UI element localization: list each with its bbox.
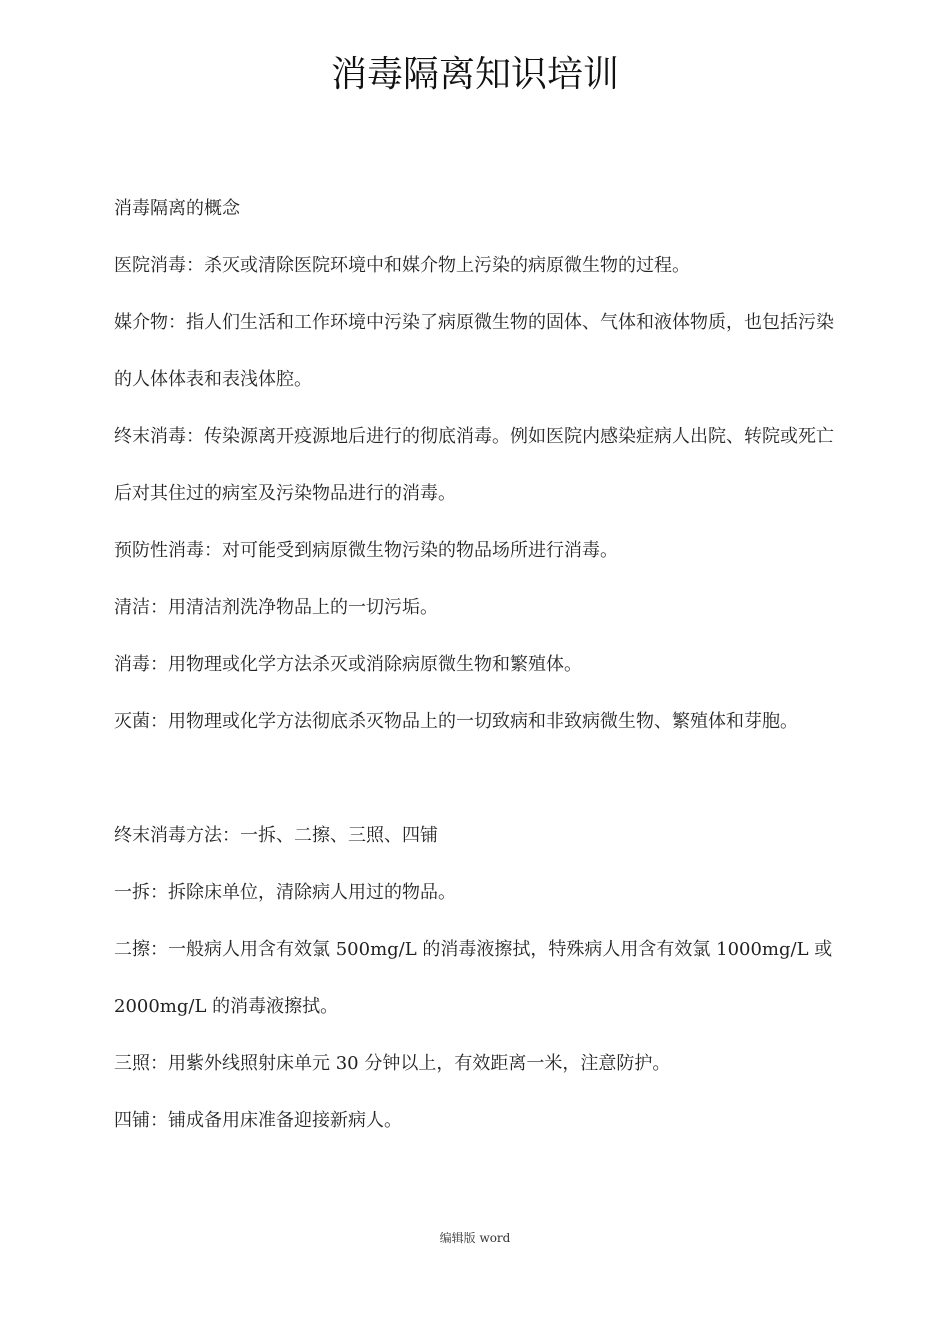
document-title: 消毒隔离知识培训 [330,54,619,95]
page-footer: 编辑版 word [439,1231,511,1245]
paragraph-step-irradiate: 三照：用紫外线照射床单元 30 分钟以上，有效距离一米，注意防护。 [114,1053,671,1074]
paragraph-step-remove: 一拆：拆除床单位，清除病人用过的物品。 [114,882,456,903]
document-body [114,180,842,1149]
section-heading-concepts: 消毒隔离的概念 [114,198,240,219]
paragraph-sterilization: 灭菌：用物理或化学方法彻底杀灭物品上的一切致病和非致病微生物、繁殖体和芽胞。 [114,711,798,732]
paragraph-disinfection: 消毒：用物理或化学方法杀灭或消除病原微生物和繁殖体。 [114,654,582,675]
paragraph-step-wipe: 二擦：一般病人用含有效氯 500mg/L 的消毒液擦拭，特殊病人用含有效氯 1000mg/L 或 2000mg/L 的消毒液擦拭。 [114,939,833,1017]
section-heading-terminal-methods: 终末消毒方法：一拆、二擦、三照、四铺 [114,825,438,846]
section-spacer [114,750,842,807]
paragraph-step-make-bed: 四铺：铺成备用床准备迎接新病人。 [114,1110,402,1131]
paragraph-cleaning: 清洁：用清洁剂洗净物品上的一切污垢。 [114,597,438,618]
paragraph-terminal-disinfection: 终末消毒：传染源离开疫源地后进行的彻底消毒。例如医院内感染症病人出院、转院或死亡后对其住过的病室及污染物品进行的消毒。 [114,426,834,504]
paragraph-preventive-disinfection: 预防性消毒：对可能受到病原微生物污染的物品场所进行消毒。 [114,540,618,561]
paragraph-hospital-disinfection: 医院消毒：杀灭或清除医院环境中和媒介物上污染的病原微生物的过程。 [114,255,690,276]
paragraph-medium: 媒介物：指人们生活和工作环境中污染了病原微生物的固体、气体和液体物质，也包括污染的人体体表和表浅体腔。 [114,312,834,390]
